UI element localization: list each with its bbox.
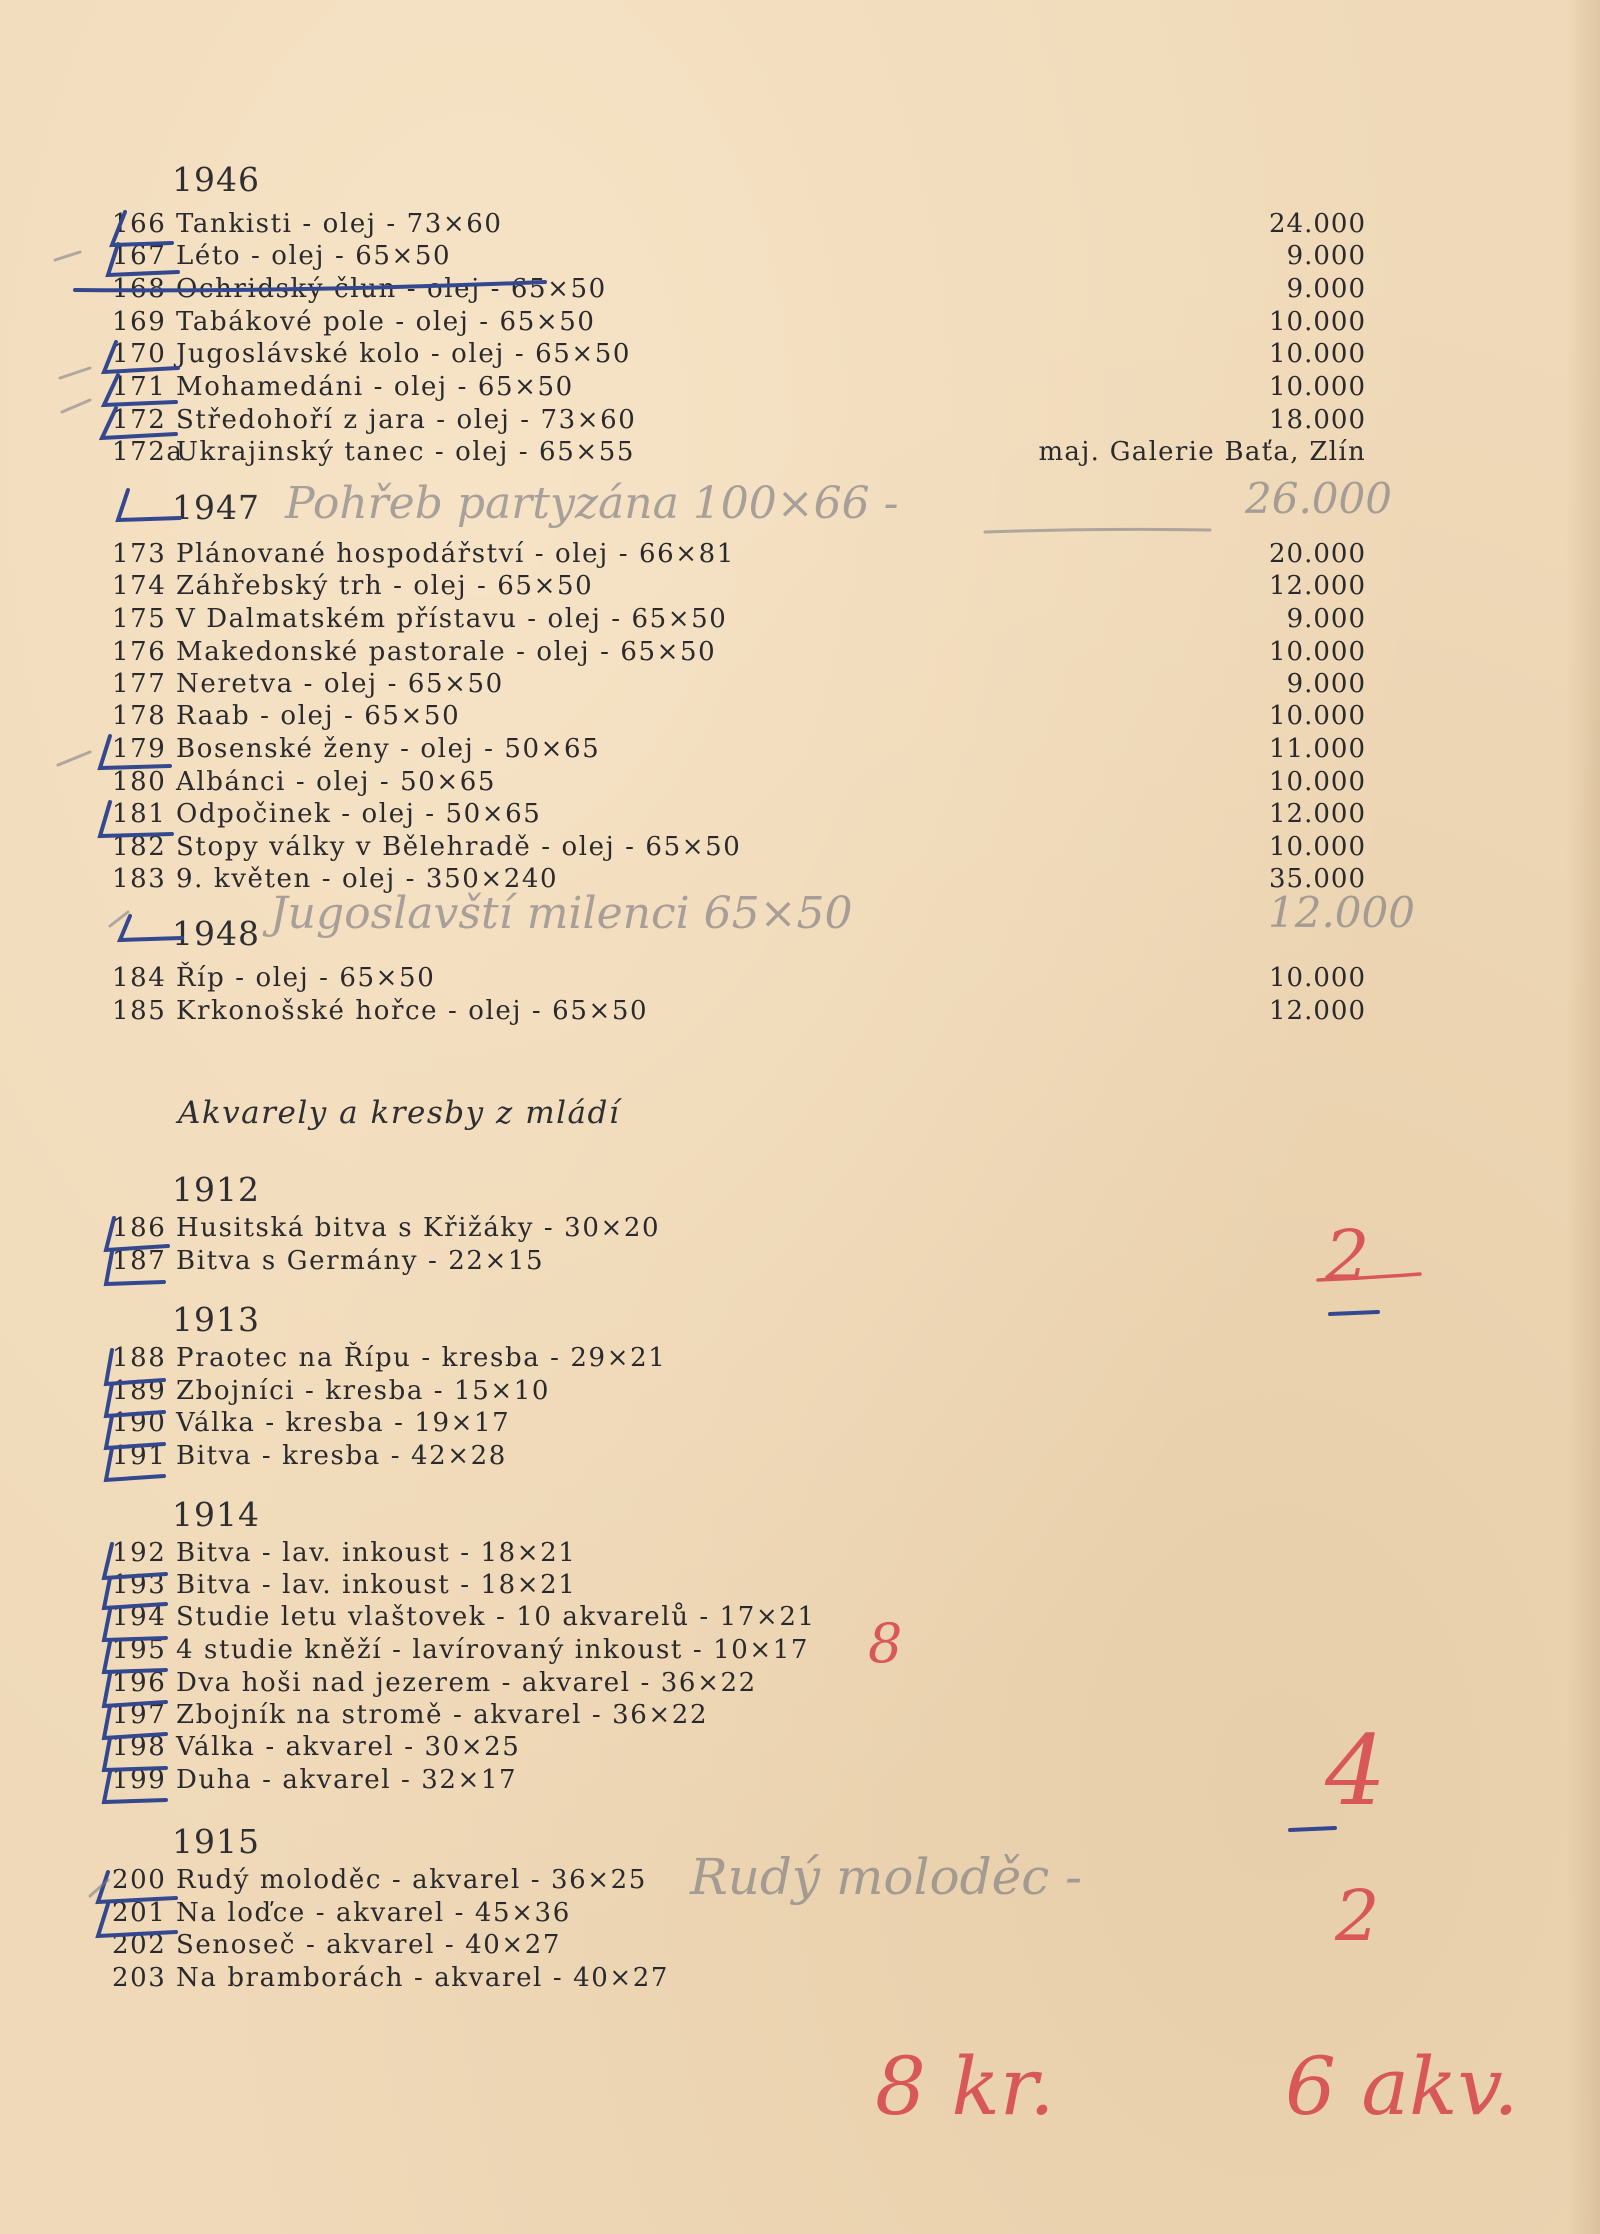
red-note-4: 4 <box>1325 1715 1387 1827</box>
entry-price: 12.000 <box>1269 799 1366 829</box>
entry-number: 167 <box>112 241 167 271</box>
entry-title: Neretva - olej - 65×50 <box>176 669 504 699</box>
entry-title: Albánci - olej - 50×65 <box>176 767 497 797</box>
margin-dash <box>1290 1828 1335 1830</box>
pencil-price-1947: 26.000 <box>1245 474 1392 523</box>
entry-number: 200 <box>112 1865 167 1895</box>
entry-title: Husitská bitva s Křižáky - 30×20 <box>176 1213 661 1243</box>
entry-number: 201 <box>112 1898 167 1928</box>
entry-price: 10.000 <box>1269 767 1366 797</box>
entry-number: 172a <box>112 437 184 467</box>
entry-title: Zbojník na stromě - akvarel - 36×22 <box>176 1700 709 1730</box>
check-mark <box>104 375 176 405</box>
entry-price: 24.000 <box>1269 209 1366 239</box>
entry-title: Jugoslávské kolo - olej - 65×50 <box>176 339 632 369</box>
year-heading-1948: 1948 <box>172 914 260 953</box>
red-note-2-top: 2 <box>1325 1215 1370 1297</box>
entry-title: V Dalmatském přístavu - olej - 65×50 <box>176 604 728 634</box>
entry-title: Studie letu vlaštovek - 10 akvarelů - 17×21 <box>176 1602 816 1632</box>
entry-number: 175 <box>112 604 167 634</box>
entry-number: 183 <box>112 864 167 894</box>
entry-price: 9.000 <box>1286 241 1366 271</box>
entry-title: Léto - olej - 65×50 <box>176 241 452 271</box>
entry-number: 176 <box>112 637 167 667</box>
entry-price: 9.000 <box>1286 274 1366 304</box>
pencil-tick <box>60 368 90 378</box>
section-title: Akvarely a kresby z mládí <box>178 1095 621 1131</box>
year-heading-1913: 1913 <box>172 1300 260 1339</box>
entry-number: 185 <box>112 996 167 1026</box>
year-heading-1946: 1946 <box>172 160 260 199</box>
check-mark <box>106 1448 164 1480</box>
check-mark <box>104 1610 166 1640</box>
entry-number: 192 <box>112 1538 167 1568</box>
entry-title: Stopy války v Bělehradě - olej - 65×50 <box>176 832 742 862</box>
red-note-bottom-left: 8 kr. <box>875 2040 1055 2133</box>
pencil-tick <box>62 400 90 412</box>
entry-number: 171 <box>112 372 167 402</box>
entry-price: 10.000 <box>1269 701 1366 731</box>
check-mark <box>100 736 170 768</box>
year-heading-1912: 1912 <box>172 1170 260 1209</box>
entry-title: Tabákové pole - olej - 65×50 <box>176 307 596 337</box>
margin-dash <box>1330 1312 1378 1314</box>
entry-title: Na bramborách - akvarel - 40×27 <box>176 1963 670 1993</box>
pencil-price-1948: 12.000 <box>1268 888 1415 937</box>
entry-number: 203 <box>112 1963 167 1993</box>
check-mark <box>104 342 178 372</box>
check-mark <box>104 1772 166 1802</box>
entry-title: Mohamedáni - olej - 65×50 <box>176 372 574 402</box>
pencil-note-1947: Pohřeb partyzána 100×66 - <box>285 478 899 529</box>
entry-title: Odpočinek - olej - 50×65 <box>176 799 542 829</box>
entry-title: Raab - olej - 65×50 <box>176 701 461 731</box>
entry-title: Záhřebský trh - olej - 65×50 <box>176 571 594 601</box>
check-mark <box>104 1738 166 1770</box>
check-mark <box>98 1872 176 1902</box>
check-mark <box>106 1384 164 1416</box>
pencil-tick <box>55 252 80 260</box>
year-heading-1947: 1947 <box>172 488 260 527</box>
check-mark <box>106 1350 164 1384</box>
entry-price: 35.000 <box>1269 864 1366 894</box>
strikethrough-line <box>75 282 545 290</box>
entry-number: 182 <box>112 832 167 862</box>
check-mark <box>100 802 172 836</box>
entry-title: Říp - olej - 65×50 <box>176 963 436 993</box>
entry-price: 10.000 <box>1269 339 1366 369</box>
entry-title: Tankisti - olej - 73×60 <box>176 209 503 239</box>
entry-title: Středohoří z jara - olej - 73×60 <box>176 405 637 435</box>
entry-title: Zbojníci - kresba - 15×10 <box>176 1376 551 1406</box>
entry-number: 186 <box>112 1213 167 1243</box>
entry-title: Krkonošské hořce - olej - 65×50 <box>176 996 649 1026</box>
entry-price: 18.000 <box>1269 405 1366 435</box>
entry-number: 178 <box>112 701 167 731</box>
check-mark <box>120 916 182 940</box>
entry-number: 181 <box>112 799 167 829</box>
entry-title: Plánované hospodářství - olej - 66×81 <box>176 539 735 569</box>
entry-title: Ochridský člun - olej - 65×50 <box>176 274 607 304</box>
entry-number: 177 <box>112 669 167 699</box>
check-mark <box>112 212 172 245</box>
entry-price: 9.000 <box>1286 604 1366 634</box>
entry-number: 166 <box>112 209 167 239</box>
entry-price: 20.000 <box>1269 539 1366 569</box>
entry-price: 11.000 <box>1269 734 1366 764</box>
entry-price: 10.000 <box>1269 372 1366 402</box>
entry-number: 197 <box>112 1700 167 1730</box>
entry-title: Ukrajinský tanec - olej - 65×55 <box>176 437 636 467</box>
entry-price: maj. Galerie Baťa, Zlín <box>1038 437 1366 467</box>
year-heading-1915: 1915 <box>172 1822 260 1861</box>
entry-number: 199 <box>112 1765 167 1795</box>
entry-number: 188 <box>112 1343 167 1373</box>
entry-price: 12.000 <box>1269 996 1366 1026</box>
entry-price: 10.000 <box>1269 963 1366 993</box>
entry-price: 9.000 <box>1286 669 1366 699</box>
check-mark <box>98 1904 176 1936</box>
entry-number: 170 <box>112 339 167 369</box>
entry-title: Bosenské ženy - olej - 50×65 <box>176 734 601 764</box>
entry-title: Na loďce - akvarel - 45×36 <box>176 1898 571 1928</box>
entry-number: 174 <box>112 571 167 601</box>
entry-number: 180 <box>112 767 167 797</box>
entry-number: 184 <box>112 963 167 993</box>
entry-title: Makedonské pastorale - olej - 65×50 <box>176 637 717 667</box>
entry-price: 12.000 <box>1269 571 1366 601</box>
check-mark <box>106 1252 164 1284</box>
entry-number: 193 <box>112 1570 167 1600</box>
entry-price: 10.000 <box>1269 637 1366 667</box>
entry-number: 196 <box>112 1668 167 1698</box>
entry-number: 172 <box>112 405 167 435</box>
entry-number: 168 <box>112 274 167 304</box>
entry-title: Bitva - lav. inkoust - 18×21 <box>176 1570 577 1600</box>
entry-number: 202 <box>112 1930 167 1960</box>
red-note-8: 8 <box>868 1612 903 1675</box>
red-underline <box>1318 1274 1420 1280</box>
entry-number: 169 <box>112 307 167 337</box>
check-mark <box>104 1544 166 1578</box>
check-mark <box>102 408 176 438</box>
pencil-line <box>985 529 1210 532</box>
entry-price: 10.000 <box>1269 832 1366 862</box>
entry-title: Rudý moloděc - akvarel - 36×25 <box>176 1865 647 1895</box>
entry-title: Bitva s Germány - 22×15 <box>176 1246 545 1276</box>
check-mark <box>108 244 178 275</box>
pencil-tick <box>58 752 90 765</box>
entry-title: Válka - kresba - 19×17 <box>176 1408 511 1438</box>
check-mark <box>104 1706 166 1738</box>
pencil-note-1915: Rudý moloděc - <box>690 1848 1082 1906</box>
entry-number: 195 <box>112 1635 167 1665</box>
check-mark <box>104 1642 166 1672</box>
entry-price: 10.000 <box>1269 307 1366 337</box>
year-heading-1914: 1914 <box>172 1495 260 1534</box>
check-mark <box>106 1416 164 1448</box>
entry-title: 4 studie kněží - lavírovaný inkoust - 10×17 <box>176 1635 810 1665</box>
entry-number: 194 <box>112 1602 167 1632</box>
entry-number: 190 <box>112 1408 167 1438</box>
entry-title: Senoseč - akvarel - 40×27 <box>176 1930 562 1960</box>
entry-number: 173 <box>112 539 167 569</box>
check-mark <box>104 1674 166 1706</box>
entry-number: 179 <box>112 734 167 764</box>
entry-title: Bitva - kresba - 42×28 <box>176 1441 507 1471</box>
entry-title: Dva hoši nad jezerem - akvarel - 36×22 <box>176 1668 757 1698</box>
red-note-2-bottom: 2 <box>1335 1875 1380 1957</box>
entry-title: Duha - akvarel - 32×17 <box>176 1765 518 1795</box>
entry-number: 187 <box>112 1246 167 1276</box>
entry-number: 198 <box>112 1732 167 1762</box>
check-mark <box>118 490 180 520</box>
entry-number: 189 <box>112 1376 167 1406</box>
entry-title: Praotec na Řípu - kresba - 29×21 <box>176 1343 667 1373</box>
red-note-bottom-right: 6 akv. <box>1285 2040 1519 2133</box>
check-mark <box>104 1578 166 1608</box>
pencil-note-1948: Jugoslavští milenci 65×50 <box>270 888 853 939</box>
check-mark <box>106 1218 168 1250</box>
entry-title: Válka - akvarel - 30×25 <box>176 1732 521 1762</box>
entry-title: Bitva - lav. inkoust - 18×21 <box>176 1538 577 1568</box>
entry-title: 9. květen - olej - 350×240 <box>176 864 559 894</box>
entry-number: 191 <box>112 1441 167 1471</box>
